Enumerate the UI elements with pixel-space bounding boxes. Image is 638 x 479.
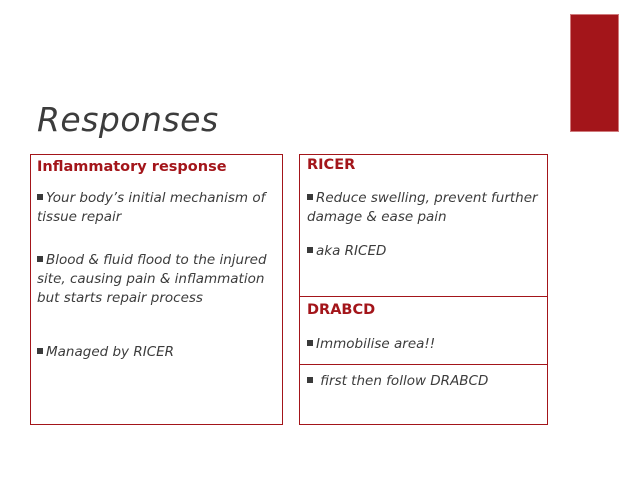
list-item: first then follow DRABCD	[307, 372, 543, 391]
list-item: Reduce swelling, prevent further damage & ease pain	[307, 190, 538, 225]
square-bullet-icon	[307, 194, 313, 200]
drabcd-heading: DRABCD	[307, 302, 376, 318]
list-item: Blood & fluid flood to the injured site, causing pain & inflammation but starts repair process	[37, 252, 267, 306]
inflammatory-response-heading: Inflammatory response	[37, 159, 227, 175]
square-bullet-icon	[307, 247, 313, 253]
square-bullet-icon	[37, 348, 43, 354]
list-item: Managed by RICER	[37, 343, 277, 362]
square-bullet-icon	[307, 340, 313, 346]
square-bullet-icon	[37, 256, 43, 262]
list-item: aka RICED	[307, 242, 543, 261]
square-bullet-icon	[307, 377, 313, 383]
list-item: Immobilise area!!	[307, 335, 543, 354]
list-item: Your body’s initial mechanism of tissue repair	[37, 190, 266, 225]
ricer-heading: RICER	[307, 157, 356, 173]
accent-bar	[570, 14, 619, 132]
square-bullet-icon	[37, 194, 43, 200]
slide-title: Responses	[37, 100, 219, 139]
